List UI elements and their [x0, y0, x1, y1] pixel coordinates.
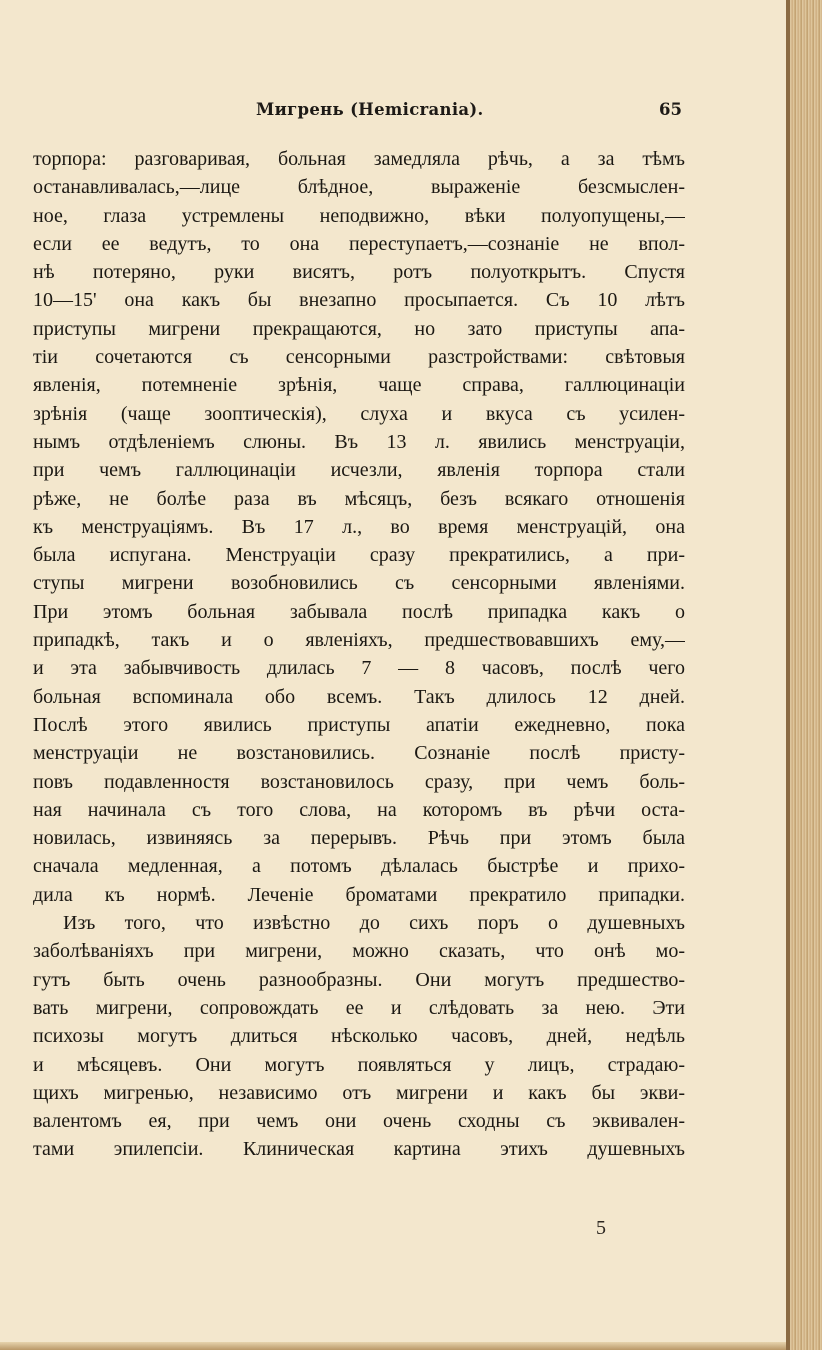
- text-line: ступы мигрени возобновились съ сенсорными явленіями.: [33, 572, 685, 595]
- page-number: 65: [659, 100, 682, 119]
- text-line: дила къ нормѣ. Леченіе броматами прекратило припадки.: [33, 883, 685, 906]
- text-line: и мѣсяцевъ. Они могутъ появляться у лицъ, страдаю-: [33, 1053, 685, 1076]
- text-line: приступы мигрени прекращаются, но зато приступы апа-: [33, 317, 685, 340]
- text-line: валентомъ ея, при чемъ они очень сходны съ эквивален-: [33, 1110, 685, 1133]
- text-line: менструаціи не возстановились. Сознаніе послѣ присту-: [33, 742, 685, 765]
- text-line: останавливалась,—лице блѣдное, выраженіе безсмыслен-: [33, 176, 685, 199]
- text-line: и эта забывчивость длилась 7 — 8 часовъ, послѣ чего: [33, 657, 685, 680]
- text-line: тами эпилепсіи. Клиническая картина этихъ душевныхъ: [33, 1138, 685, 1161]
- text-line: явленія, потемненіе зрѣнія, чаще справа, галлюцинаціи: [33, 374, 685, 397]
- text-line: Послѣ этого явились приступы апатіи ежедневно, пока: [33, 713, 685, 736]
- running-title: Мигрень (Hemicrania).: [256, 100, 484, 119]
- text-line: заболѣваніяхъ при мигрени, можно сказать, что онѣ мо-: [33, 940, 685, 963]
- text-line: припадкѣ, такъ и о явленіяхъ, предшествовавшихъ ему,—: [33, 629, 685, 652]
- signature-mark: 5: [596, 1217, 606, 1239]
- text-line: нѣ потеряно, руки висятъ, ротъ полуоткрытъ. Спустя: [33, 261, 685, 284]
- text-line: была испугана. Менструаціи сразу прекратились, а при-: [33, 544, 685, 567]
- page-header: [36, 100, 692, 130]
- page-edges: [786, 0, 822, 1350]
- text-line: Изъ того, что извѣстно до сихъ поръ о душевныхъ: [63, 912, 685, 935]
- text-line: при чемъ галлюцинаціи исчезли, явленія торпора стали: [33, 459, 685, 482]
- text-line: гутъ быть очень разнообразны. Они могутъ предшество-: [33, 968, 685, 991]
- bottom-page-edge: [0, 1342, 786, 1350]
- text-line: больная вспоминала обо всемъ. Такъ длилось 12 дней.: [33, 685, 685, 708]
- text-line: ная начинала съ того слова, на которомъ въ рѣчи оста-: [33, 798, 685, 821]
- text-line: сначала медленная, а потомъ дѣлалась быстрѣе и прихо-: [33, 855, 685, 878]
- text-line: торпора: разговаривая, больная замедляла рѣчь, а за тѣмъ: [33, 148, 685, 170]
- text-line: щихъ мигренью, независимо отъ мигрени и какъ бы экви-: [33, 1081, 685, 1104]
- text-line: новилась, извиняясь за перерывъ. Рѣчь при этомъ была: [33, 827, 685, 850]
- text-line: ное, глаза устремлены неподвижно, вѣки полуопущены,—: [33, 204, 685, 227]
- text-line: къ менструаціямъ. Въ 17 л., во время менструацій, она: [33, 515, 685, 538]
- text-line: повъ подавленностя возстановилось сразу, при чемъ боль-: [33, 770, 685, 793]
- text-line: тіи сочетаются съ сенсорными разстройствами: свѣтовыя: [33, 346, 685, 369]
- text-line: рѣже, не болѣе раза въ мѣсяцъ, безъ всякаго отношенія: [33, 487, 685, 510]
- text-line: если ее ведутъ, то она переступаетъ,—сознаніе не впол-: [33, 232, 685, 255]
- text-line: вать мигрени, сопровождать ее и слѣдовать за нею. Эти: [33, 996, 685, 1019]
- text-line: 10—15' она какъ бы внезапно просыпается. Съ 10 лѣтъ: [33, 289, 685, 312]
- text-line: зрѣнія (чаще зооптическія), слуха и вкуса съ усилен-: [33, 402, 685, 425]
- text-line: При этомъ больная забывала послѣ припадка какъ о: [33, 600, 685, 623]
- text-line: нымъ отдѣленіемъ слюны. Въ 13 л. явились менструаціи,: [33, 430, 685, 453]
- text-line: психозы могутъ длиться нѣсколько часовъ, дней, недѣль: [33, 1025, 685, 1048]
- body-text: [33, 145, 685, 1164]
